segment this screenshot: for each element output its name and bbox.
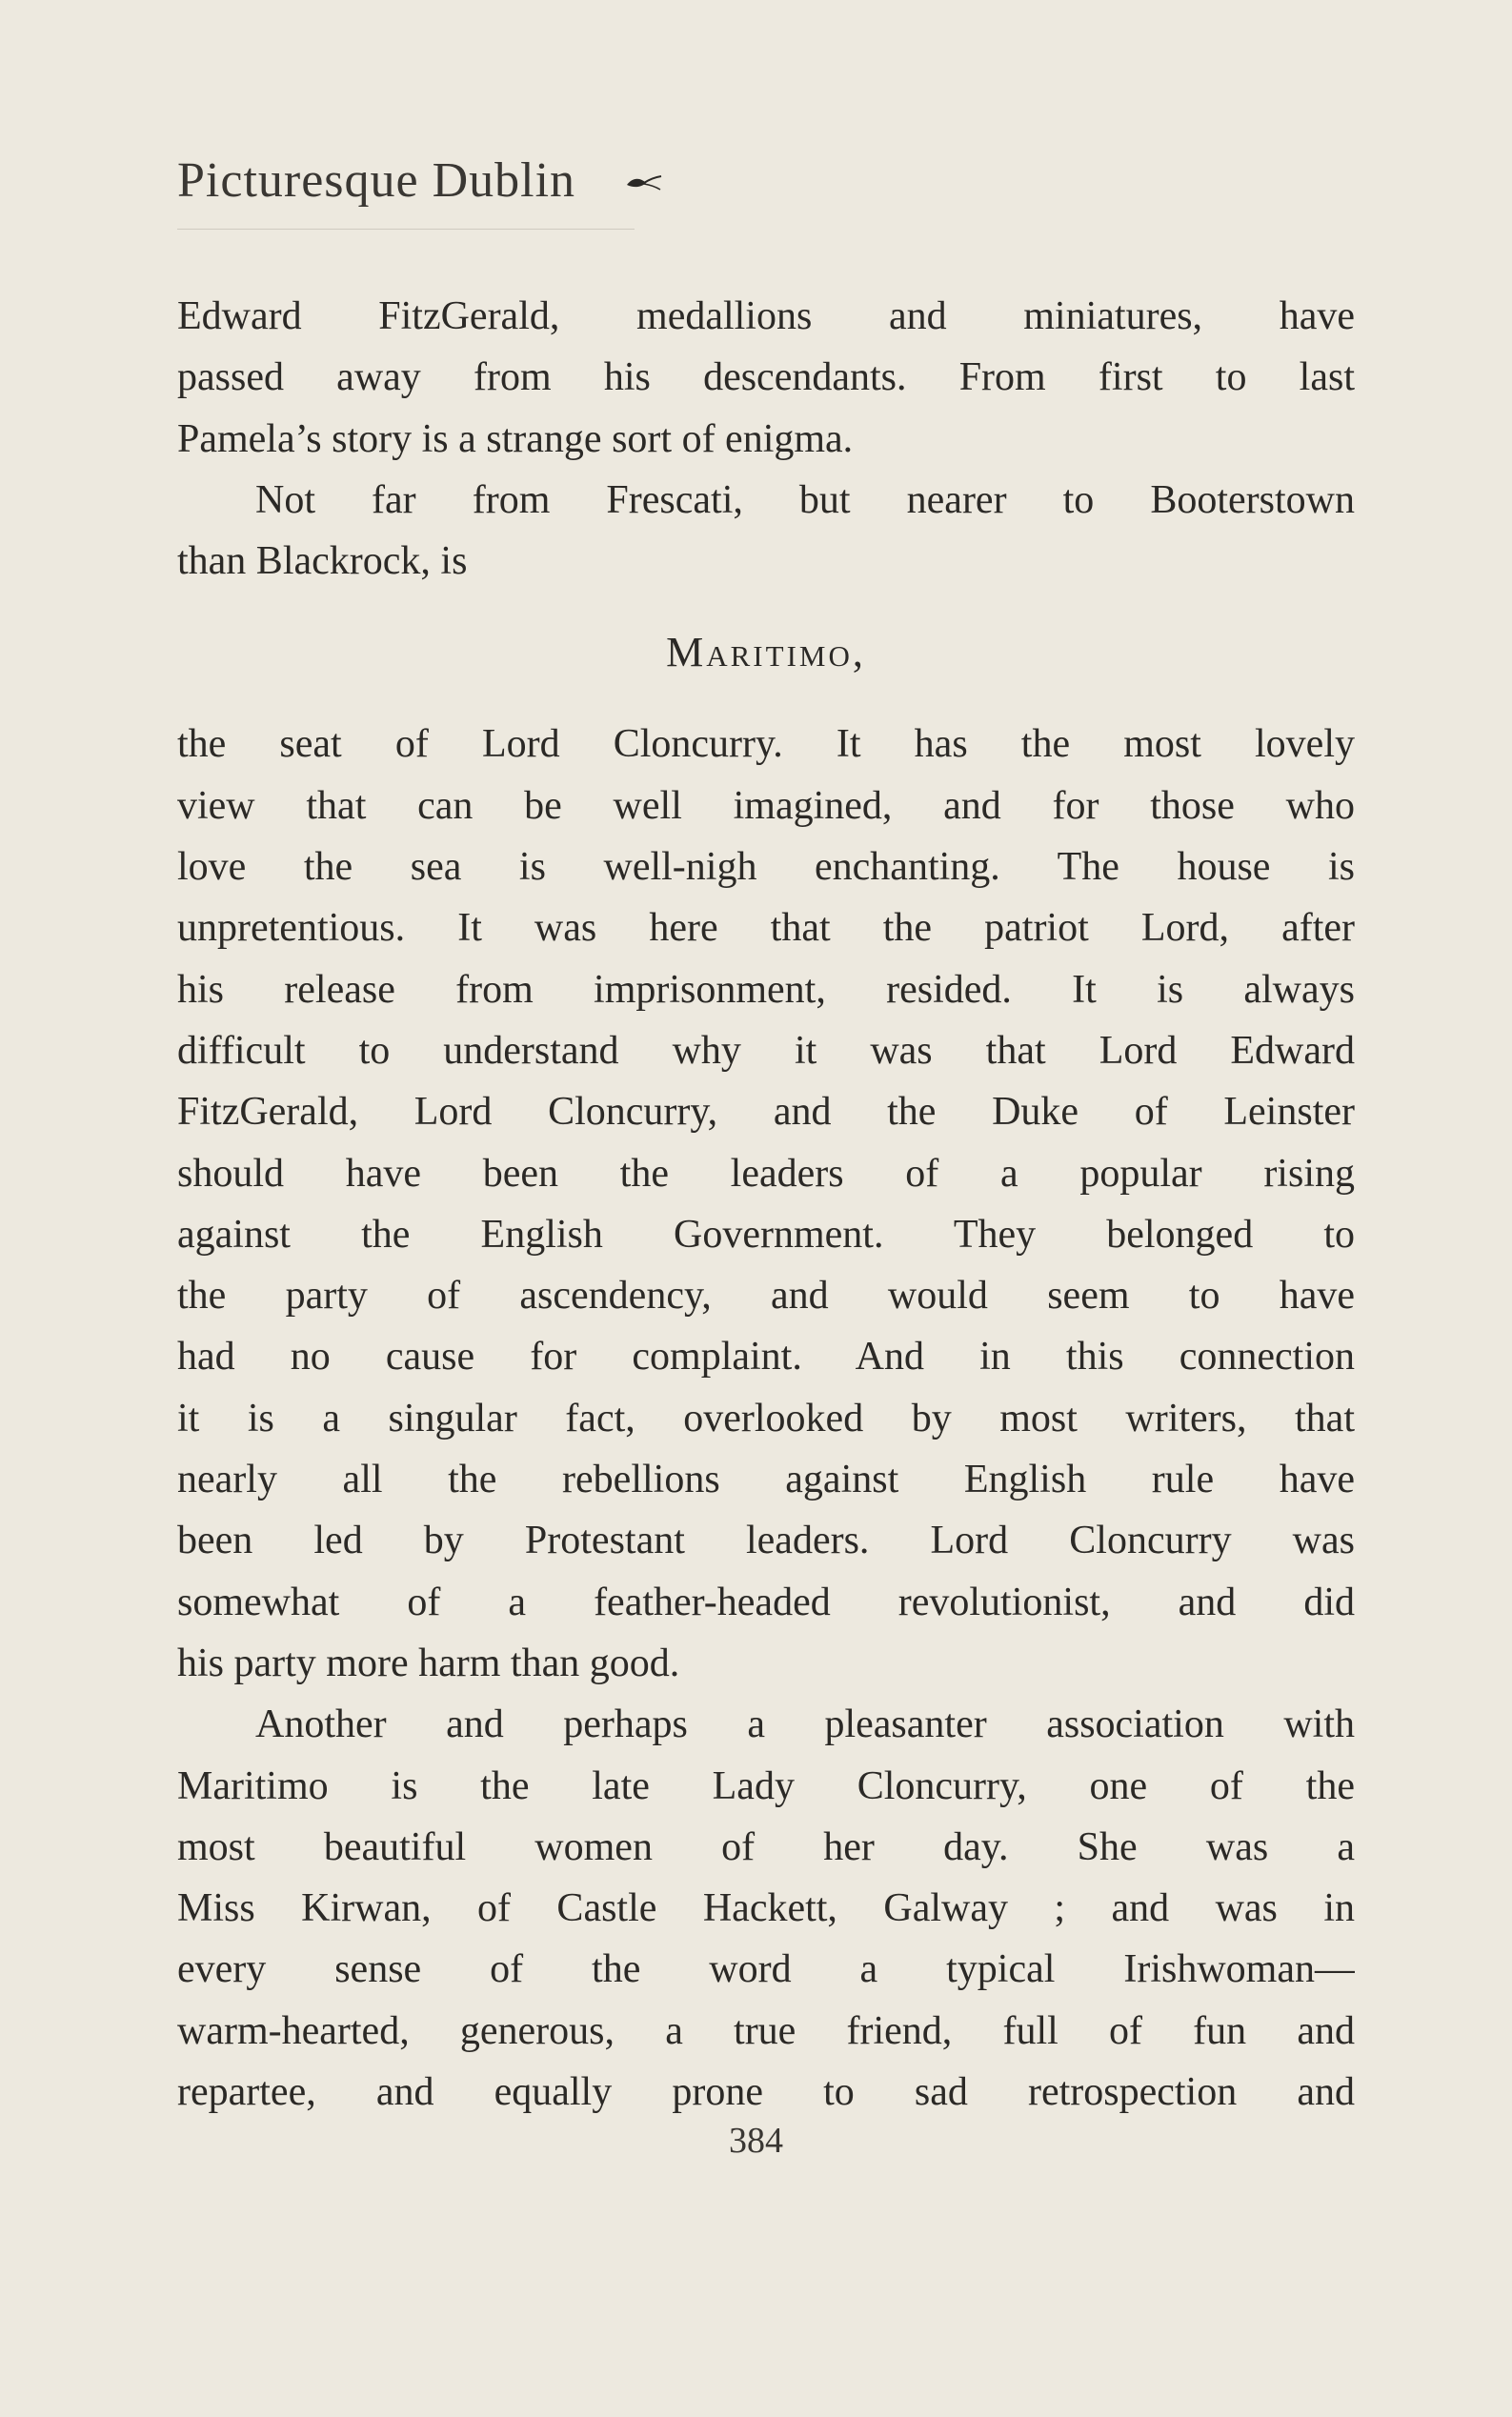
section-heading: Maritimo,	[666, 629, 866, 676]
text-line: every sense of the word a typical Irishwoman—	[177, 1947, 1355, 1992]
text-line: been led by Protestant leaders. Lord Cloncurry was	[177, 1519, 1355, 1563]
text-line: had no cause for complaint. And in this connection	[177, 1335, 1355, 1380]
text-line: repartee, and equally prone to sad retrospection and	[177, 2070, 1355, 2115]
text-line: than Blackrock, is	[177, 539, 468, 584]
running-head	[177, 152, 787, 219]
body-text	[177, 286, 1355, 2123]
text-line: his party more harm than good.	[177, 1641, 680, 1685]
text-line: view that can be well imagined, and for those who	[177, 783, 1355, 828]
fleuron-icon	[625, 173, 663, 192]
page-number: 384	[729, 2121, 783, 2161]
text-line: Maritimo is the late Lady Cloncurry, one of the	[177, 1763, 1355, 1808]
text-line: nearly all the rebellions against English rule have	[177, 1458, 1355, 1502]
text-line: love the sea is well-nigh enchanting. The house is	[177, 845, 1355, 890]
text-line: Not far from Frescati, but nearer to Booterstown	[255, 477, 1355, 522]
text-line: Miss Kirwan, of Castle Hackett, Galway ; and was in	[177, 1886, 1355, 1931]
text-line: Edward FitzGerald, medallions and miniatures, have	[177, 294, 1355, 338]
text-line: unpretentious. It was here that the patriot Lord, after	[177, 906, 1355, 951]
text-line: his release from imprisonment, resided. It is always	[177, 967, 1355, 1012]
text-line: the party of ascendency, and would seem to have	[177, 1274, 1355, 1319]
text-line: should have been the leaders of a popular rising	[177, 1151, 1355, 1196]
text-line: passed away from his descendants. From first to last	[177, 355, 1355, 400]
text-line: FitzGerald, Lord Cloncurry, and the Duke of Leinster	[177, 1090, 1355, 1135]
text-line: somewhat of a feather-headed revolutionist, and did	[177, 1580, 1355, 1624]
running-title: Picturesque Dublin	[177, 153, 576, 208]
text-line: warm-hearted, generous, a true friend, full of fun and	[177, 2008, 1355, 2053]
text-line: Pamela’s story is a strange sort of enigma.	[177, 416, 854, 461]
text-line: it is a singular fact, overlooked by most writers, that	[177, 1396, 1355, 1440]
text-line: against the English Government. They belonged to	[177, 1212, 1355, 1257]
text-line: the seat of Lord Cloncurry. It has the most lovely	[177, 722, 1355, 767]
text-line: difficult to understand why it was that Lord Edward	[177, 1028, 1355, 1073]
header-rule	[177, 229, 635, 230]
text-line: Another and perhaps a pleasanter association with	[255, 1702, 1355, 1747]
text-line: most beautiful women of her day. She was a	[177, 1824, 1355, 1869]
